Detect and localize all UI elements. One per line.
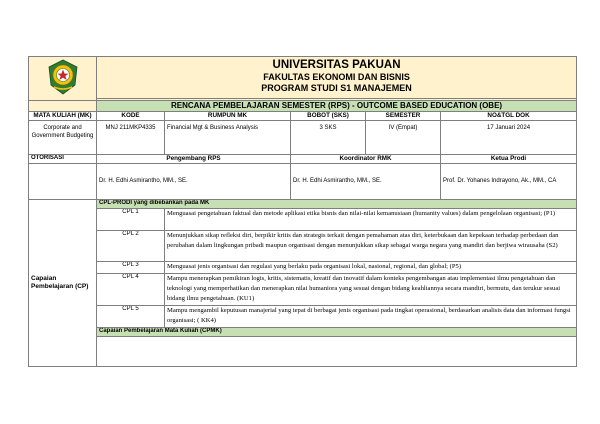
col-cluster: RUMPUN MK	[165, 112, 291, 121]
cp-label: Capaian Pembelajaran (CP)	[29, 200, 97, 367]
col-course: MATA KULIAH (MK)	[29, 112, 97, 121]
university-seal-icon	[46, 59, 80, 95]
cpmk-header: Capaian Pembelajaran Mata Kuliah (CPMK)	[97, 327, 577, 336]
program-title: PROGRAM STUDI S1 MANAJEMEN	[261, 83, 412, 94]
col-doc-date: NO&TGL DOK	[441, 112, 577, 121]
cpl-code: CPL 3	[97, 262, 165, 274]
developer-name: Dr. H. Edhi Asmirantho, MM., SE.	[97, 164, 291, 200]
cpl-text: Menguasai pengetahuan faktual dan metode aplikasi etika bisnis dan nilai-nilai kemanusiaan (humanity values) dalam pengelolaan organisasi; (P1)	[165, 209, 577, 231]
cpl-code: CPL 1	[97, 209, 165, 231]
cpl-code: CPL 4	[97, 274, 165, 306]
authorization-label: OTORISASI	[29, 155, 97, 164]
university-title: UNIVERSITAS PAKUAN	[272, 59, 401, 71]
cpl-text: Mampu menerapkan pemikiran logis, kritis, sistematis, kreatif dan inovatif dalam konteks pengembangan atau implementasi ilmu pengetahuan dan teknologi yang memperhatikan dan menerapkan nilai humaniora yang sesuai dengan bidang keahliannya secara mandiri, bermutu, dan terukur sesuai bidang ilmu pengetahuan. (KU1)	[165, 274, 577, 306]
coordinator-label: Koordinator RMK	[291, 155, 441, 164]
cpl-code: CPL 2	[97, 231, 165, 262]
document-title: RENCANA PEMBELAJARAN SEMESTER (RPS) - OUTCOME BASED EDUCATION (OBE)	[97, 101, 577, 112]
faculty-title: FAKULTAS EKONOMI DAN BISNIS	[263, 72, 410, 83]
cpmk-body	[97, 336, 577, 366]
course-semester: IV (Empat)	[366, 121, 441, 155]
head-name: Prof. Dr. Yohanes Indrayono, Ak., MM., CA	[441, 164, 577, 200]
col-credits: BOBOT (SKS)	[291, 112, 366, 121]
cpl-code: CPL 5	[97, 305, 165, 327]
university-name	[97, 57, 577, 99]
cpl-header: CPL-PRODI yang dibebankan pada MK	[97, 200, 577, 209]
cpl-text: Menguasai jenis organisasi dan regulasi yang berlaku pada organisasi lokal, nasional, regional, dan global; (P5)	[165, 262, 577, 274]
coordinator-name: Dr. H. Edhi Asmirantho, MM., SE.	[291, 164, 441, 200]
university-logo	[29, 57, 97, 101]
course-code: MNJ 211MKP4335	[97, 121, 165, 155]
course-name: Corporate and Government Budgeting	[29, 121, 97, 155]
course-credits: 3 SKS	[291, 121, 366, 155]
head-label: Ketua Prodi	[441, 155, 577, 164]
cpl-text: Mampu mengambil keputusan manajerial yang tepat di berbagai jenis organisasi pada tingkat operasional, berdasarkan analisis data dan informasi fungsi organisasi; ( KK4)	[165, 305, 577, 327]
rps-table	[28, 56, 577, 367]
col-semester: SEMESTER	[366, 112, 441, 121]
developer-label: Pengembang RPS	[97, 155, 291, 164]
cpl-text: Menunjukkan sikap refleksi diri, berpikir kritis dan strategis terkait dengan pemahaman atas diri, keterbukaan dan kepekaan terhadap perbedaan dan perubahan dalam lingkungan pribadi maupun organisasi dengan menunjukkan sikap sebagai warga negara yang mandiri dan berjiwa wirausaha (S2)	[165, 231, 577, 262]
course-date: 17 Januari 2024	[441, 121, 577, 155]
col-code: KODE	[97, 112, 165, 121]
course-cluster: Financial Mgt & Business Analysis	[165, 121, 291, 155]
